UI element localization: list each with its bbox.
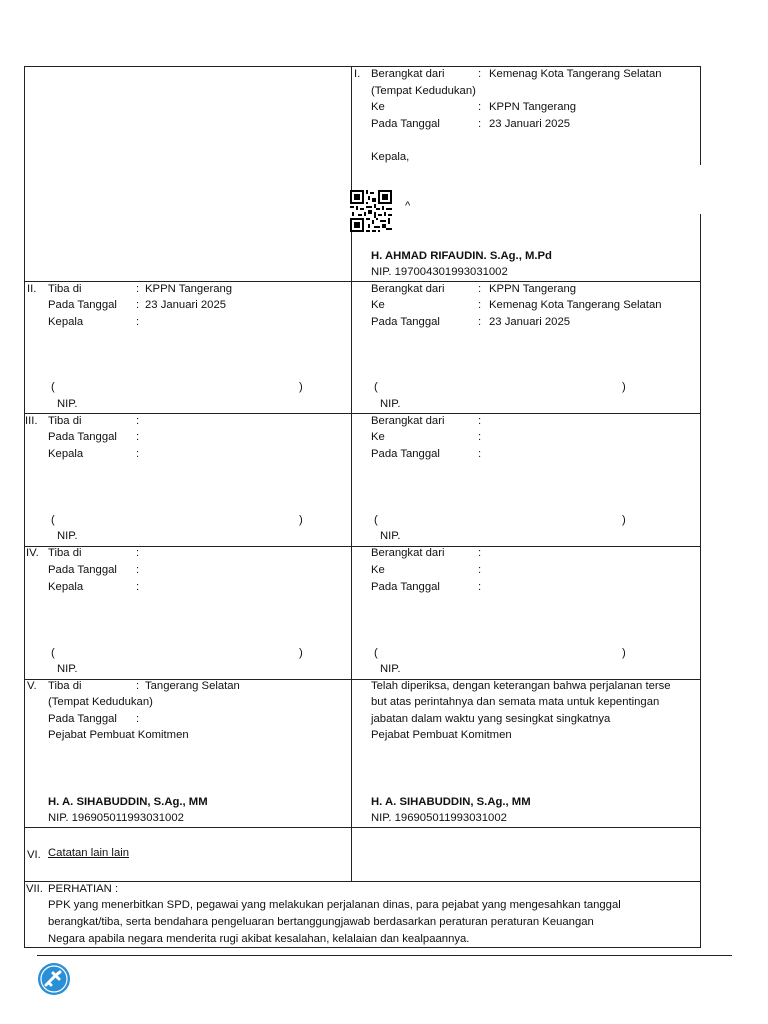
section5-signer-name: H. A. SIHABUDDIN, S.Ag., MM: [48, 796, 208, 808]
section5-signer2-nip: NIP. 196905011993031002: [371, 812, 507, 824]
qr-code-icon: [350, 190, 392, 232]
section2-date2-value: 23 Januari 2025: [489, 316, 571, 328]
section3-date2-label: Pada Tanggal: [371, 448, 440, 460]
section2-date2-colon: :: [478, 316, 482, 328]
section1-caret: ^: [405, 200, 411, 212]
section1-date-value: 23 Januari 2025: [489, 118, 571, 130]
section3-left-paren-open: (: [51, 514, 55, 526]
section4-head-label: Kepala: [48, 581, 84, 593]
row-divider-3: [24, 546, 701, 547]
section1-to-label: Ke: [371, 101, 385, 113]
section1-signer-name: H. AHMAD RIFAUDIN. S.Ag., M.Pd: [371, 250, 552, 262]
section2-arrive-colon: :: [136, 283, 140, 295]
section4-depart-colon: :: [478, 547, 482, 559]
row-divider-2: [24, 413, 701, 414]
section1-to-value: KPPN Tangerang: [489, 101, 577, 113]
section4-right-paren-open: (: [374, 647, 378, 659]
site-logo-icon[interactable]: [37, 962, 71, 996]
section3-depart-label: Berangkat dari: [371, 415, 445, 427]
section1-to-colon: :: [478, 101, 482, 113]
section2-to-label: Ke: [371, 299, 385, 311]
table-right-border-lower: [700, 214, 701, 947]
section3-left-nip: NIP.: [57, 530, 78, 542]
section2-left-paren-close: ): [299, 381, 303, 393]
table-bottom-border: [24, 947, 701, 948]
section5-arrive-label: Tiba di: [48, 680, 82, 692]
section3-head-colon: :: [136, 448, 140, 460]
section2-depart-label: Berangkat dari: [371, 283, 445, 295]
section2-right-nip: NIP.: [380, 398, 401, 410]
section2-left-paren-open: (: [51, 381, 55, 393]
section1-head-label: Kepala,: [371, 151, 410, 163]
section2-date-value: 23 Januari 2025: [145, 299, 227, 311]
section4-depart-label: Berangkat dari: [371, 547, 445, 559]
section1-depart-colon: :: [478, 68, 482, 80]
row-divider-6: [24, 881, 701, 882]
section4-to-label: Ke: [371, 564, 385, 576]
table-left-border: [24, 66, 25, 947]
section5-check-line3: jabatan dalam waktu yang sesingkat singkatnya: [371, 713, 611, 725]
section4-date2-label: Pada Tanggal: [371, 581, 440, 593]
section7-roman: VII.: [26, 883, 43, 895]
section2-date-label: Pada Tanggal: [48, 299, 117, 311]
section3-head-label: Kepala: [48, 448, 84, 460]
section3-arrive-label: Tiba di: [48, 415, 82, 427]
section1-depart-label: Berangkat dari: [371, 68, 445, 80]
section2-right-paren-close: ): [622, 381, 626, 393]
section4-head-colon: :: [136, 581, 140, 593]
section4-to-colon: :: [478, 564, 482, 576]
section3-right-paren-close: ): [622, 514, 626, 526]
section3-to-colon: :: [478, 431, 482, 443]
section2-head-label: Kepala: [48, 316, 84, 328]
section5-roman: V.: [27, 680, 37, 692]
section5-arrive-note: (Tempat Kedudukan): [48, 696, 153, 708]
section5-arrive-value: Tangerang Selatan: [145, 680, 240, 692]
section2-to-colon: :: [478, 299, 482, 311]
section3-date-colon: :: [136, 431, 140, 443]
section7-line1: PPK yang menerbitkan SPD, pegawai yang melakukan perjalanan dinas, para pejabat yang mengesahkan tanggal: [48, 899, 621, 911]
section6-roman: VI.: [27, 849, 41, 861]
section5-official-label: Pejabat Pembuat Komitmen: [48, 729, 189, 741]
section1-roman: I.: [354, 68, 361, 80]
section4-left-paren-close: ): [299, 647, 303, 659]
section4-date2-colon: :: [478, 581, 482, 593]
section1-depart-note: (Tempat Kedudukan): [371, 85, 476, 97]
section7-line2: berangkat/tiba, serta bendahara pengeluaran bertanggungjawab berdasarkan peraturan peraturan Keuangan: [48, 916, 594, 928]
section3-date-label: Pada Tanggal: [48, 431, 117, 443]
section4-arrive-colon: :: [136, 547, 140, 559]
section7-title: PERHATIAN :: [48, 883, 119, 895]
section2-arrive-value: KPPN Tangerang: [145, 283, 233, 295]
section2-date2-label: Pada Tanggal: [371, 316, 440, 328]
section5-date-colon: :: [136, 713, 140, 725]
section1-date-colon: :: [478, 118, 482, 130]
section1-depart-value: Kemenag Kota Tangerang Selatan: [489, 68, 662, 80]
section2-arrive-label: Tiba di: [48, 283, 82, 295]
section4-date-label: Pada Tanggal: [48, 564, 117, 576]
section3-arrive-colon: :: [136, 415, 140, 427]
section5-signer-nip: NIP. 196905011993031002: [48, 812, 184, 824]
footer-rule: [37, 955, 732, 956]
section3-right-nip: NIP.: [380, 530, 401, 542]
section3-left-paren-close: ): [299, 514, 303, 526]
section3-to-label: Ke: [371, 431, 385, 443]
section5-check-line2: but atas perintahnya dan semata mata untuk kepentingan: [371, 696, 660, 708]
section6-label: Catatan lain lain: [48, 847, 130, 859]
section5-check-line1: Telah diperiksa, dengan keterangan bahwa perjalanan terse: [371, 680, 671, 692]
section7-line3: Negara apabila negara menderita rugi akibat kesalahan, kelalaian dan kealpaannya.: [48, 933, 470, 945]
section2-depart-colon: :: [478, 283, 482, 295]
section3-depart-colon: :: [478, 415, 482, 427]
section2-head-colon: :: [136, 316, 140, 328]
column-divider: [351, 66, 352, 881]
section4-roman: IV.: [26, 547, 39, 559]
section4-date-colon: :: [136, 564, 140, 576]
section5-arrive-colon: :: [136, 680, 140, 692]
section2-right-paren-open: (: [374, 381, 378, 393]
section3-roman: III.: [25, 415, 38, 427]
section4-arrive-label: Tiba di: [48, 547, 82, 559]
table-right-border-upper: [700, 66, 701, 165]
section5-official2-label: Pejabat Pembuat Komitmen: [371, 729, 512, 741]
section5-date-label: Pada Tanggal: [48, 713, 117, 725]
section3-date2-colon: :: [478, 448, 482, 460]
section5-signer2-name: H. A. SIHABUDDIN, S.Ag., MM: [371, 796, 531, 808]
row-divider-5: [24, 827, 701, 828]
section2-date-colon: :: [136, 299, 140, 311]
section1-signer-nip: NIP. 197004301993031002: [371, 266, 508, 278]
section2-left-nip: NIP.: [57, 398, 78, 410]
section3-right-paren-open: (: [374, 514, 378, 526]
section4-right-nip: NIP.: [380, 663, 401, 675]
section4-right-paren-close: ): [622, 647, 626, 659]
section2-depart-value: KPPN Tangerang: [489, 283, 577, 295]
section2-to-value: Kemenag Kota Tangerang Selatan: [489, 299, 662, 311]
section1-date-label: Pada Tanggal: [371, 118, 440, 130]
section2-roman: II.: [27, 283, 37, 295]
section4-left-paren-open: (: [51, 647, 55, 659]
section4-left-nip: NIP.: [57, 663, 78, 675]
row-divider-1: [24, 281, 701, 282]
